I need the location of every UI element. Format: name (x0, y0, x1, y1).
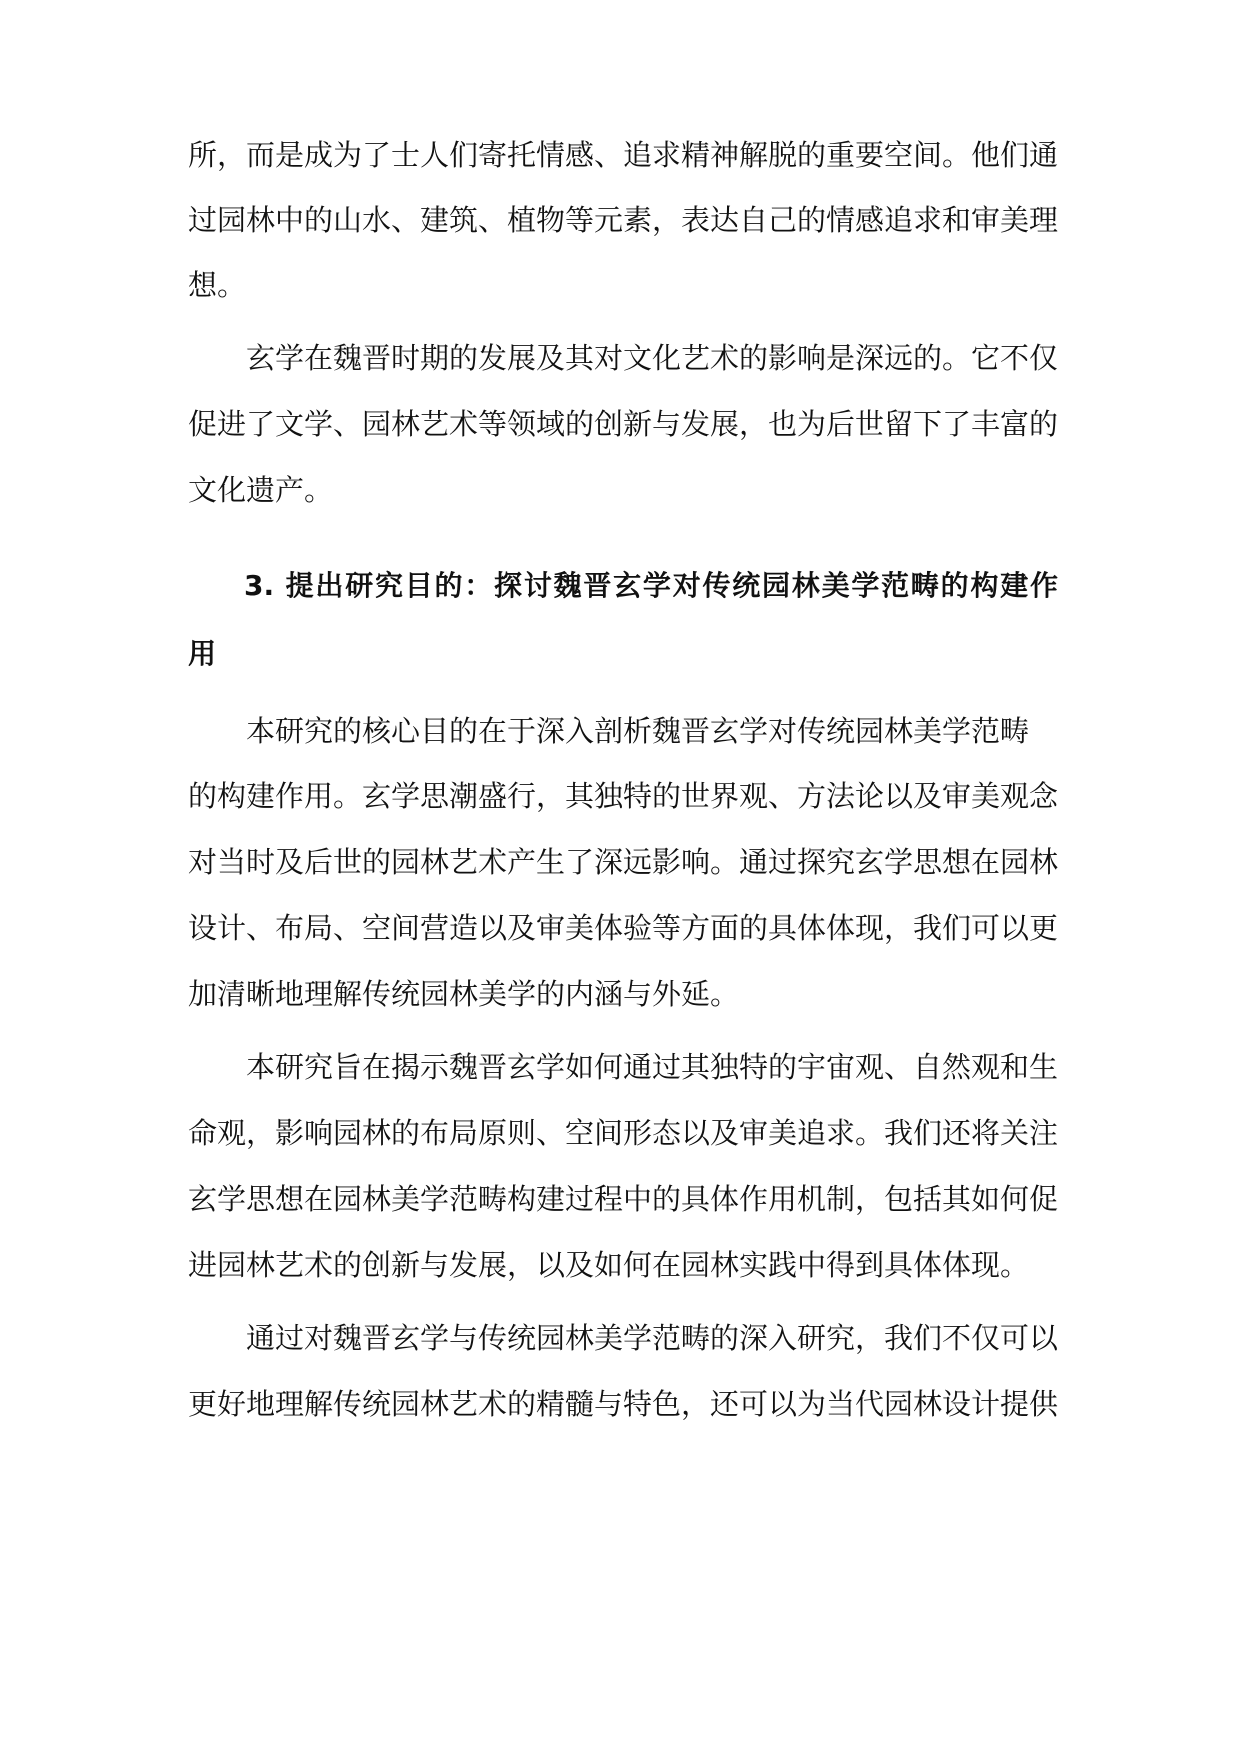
paragraph-line: 本研究旨在揭示魏晋玄学如何通过其独特的宇宙观、自然观和生 (246, 1050, 1058, 1084)
section-heading-continuation: 用 (188, 637, 217, 670)
paragraph-line: 命观，影响园林的布局原则、空间形态以及审美追求。我们还将关注 (188, 1116, 1058, 1150)
paragraph-line: 玄学在魏晋时期的发展及其对文化艺术的影响是深远的。它不仅 (246, 341, 1058, 375)
paragraph-line: 更好地理解传统园林艺术的精髓与特色，还可以为当代园林设计提供 (188, 1387, 1058, 1421)
paragraph-line: 所，而是成为了士人们寄托情感、追求精神解脱的重要空间。他们通 (188, 138, 1058, 172)
paragraph-line: 想。 (188, 268, 247, 302)
paragraph-line: 本研究的核心目的在于深入剖析魏晋玄学对传统园林美学范畴 (246, 714, 1030, 748)
section-heading: 3. 提出研究目的：探讨魏晋玄学对传统园林美学范畴的构建作 (244, 569, 1058, 602)
paragraph-line: 的构建作用。玄学思潮盛行，其独特的世界观、方法论以及审美观念 (188, 779, 1058, 813)
paragraph-line: 文化遗产。 (188, 473, 334, 507)
paragraph-line: 进园林艺术的创新与发展，以及如何在园林实践中得到具体体现。 (188, 1248, 1030, 1282)
paragraph-line: 对当时及后世的园林艺术产生了深远影响。通过探究玄学思想在园林 (188, 845, 1058, 879)
paragraph-line: 促进了文学、园林艺术等领域的创新与发展，也为后世留下了丰富的 (188, 407, 1058, 441)
paragraph-line: 玄学思想在园林美学范畴构建过程中的具体作用机制，包括其如何促 (188, 1182, 1058, 1216)
paragraph-line: 设计、布局、空间营造以及审美体验等方面的具体体现，我们可以更 (188, 911, 1058, 945)
paragraph-line: 过园林中的山水、建筑、植物等元素，表达自己的情感追求和审美理 (188, 203, 1058, 237)
paragraph-line: 通过对魏晋玄学与传统园林美学范畴的深入研究，我们不仅可以 (246, 1321, 1058, 1355)
paragraph-line: 加清晰地理解传统园林美学的内涵与外延。 (188, 977, 740, 1011)
